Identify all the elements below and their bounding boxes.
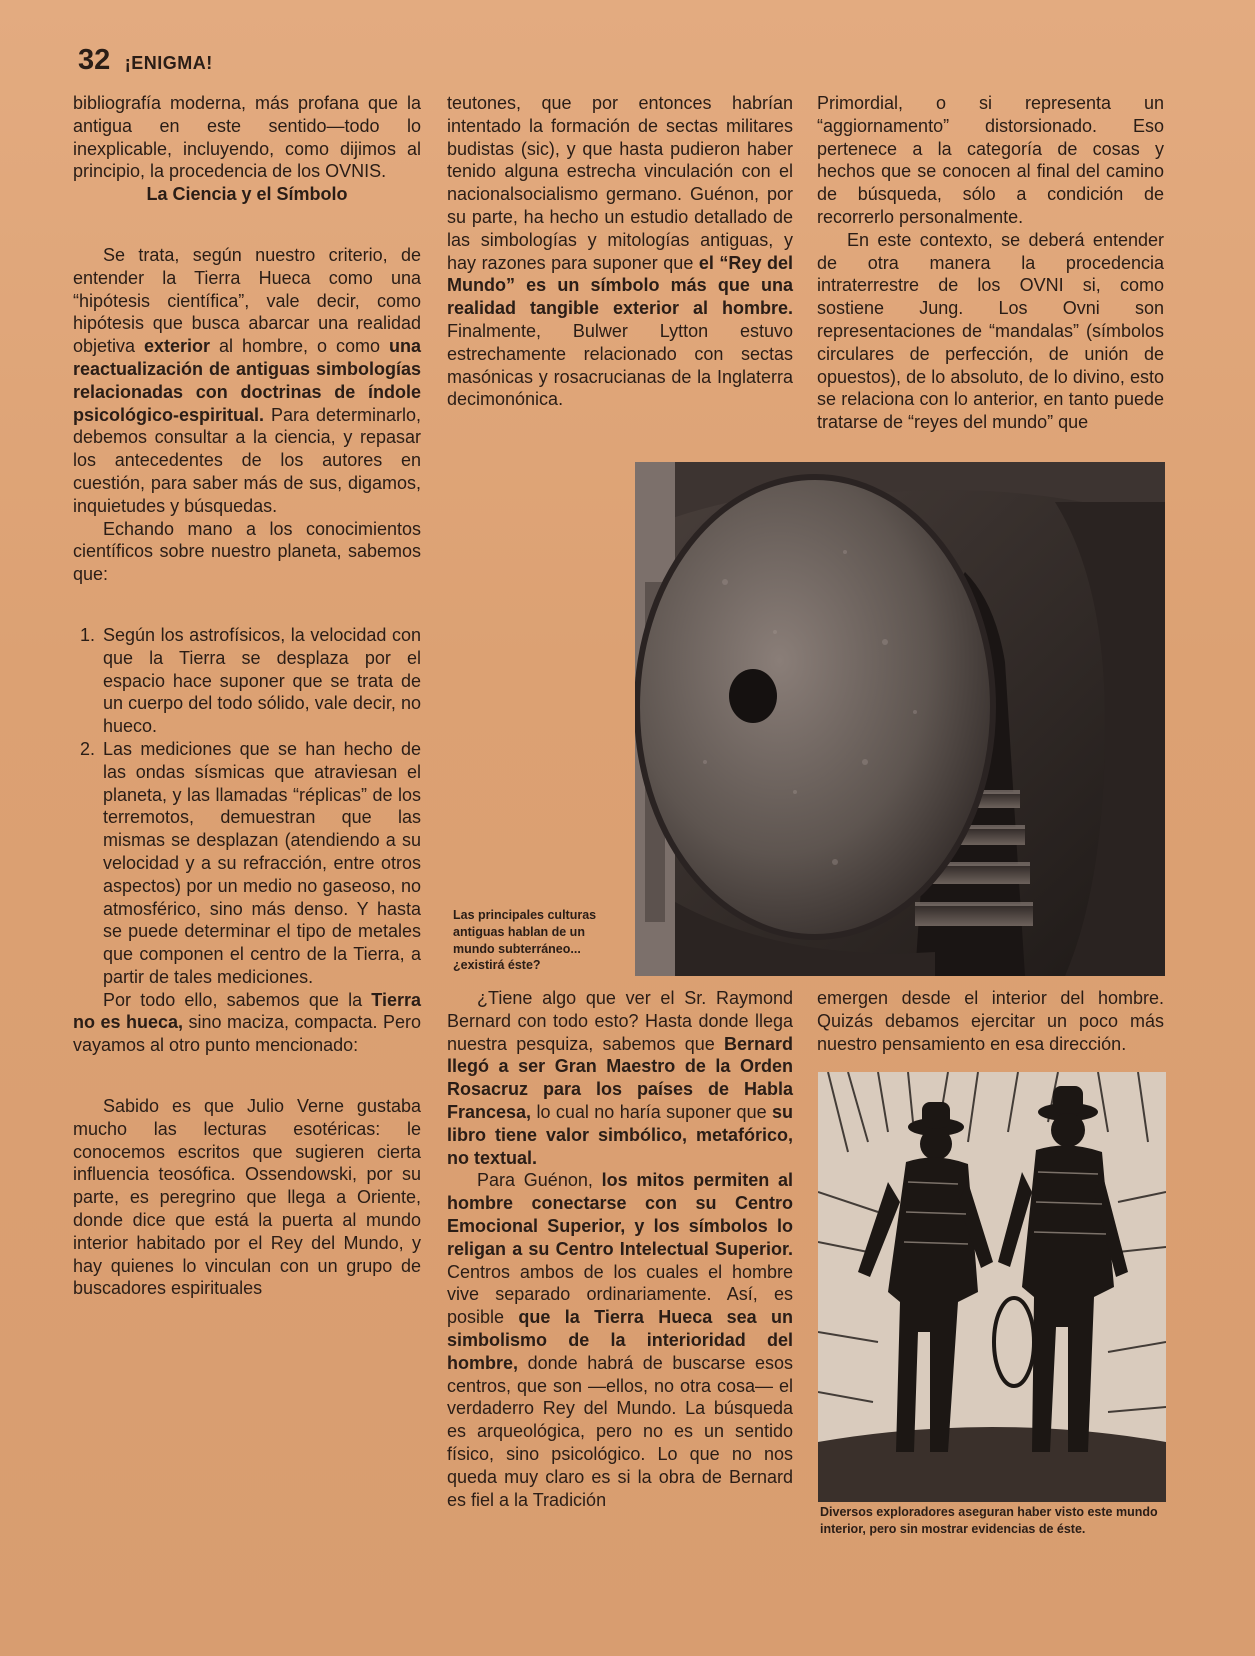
- explorers-engraving-icon: [818, 1072, 1166, 1502]
- paragraph: Echando mano a los conocimientos científicos sobre nuestro planeta, sabemos que:: [73, 518, 421, 585]
- page-number: 32: [78, 44, 111, 76]
- subheading: La Ciencia y el Símbolo: [146, 184, 348, 205]
- paragraph: En este contexto, se deberá entender de otra manera la procedencia intraterrestre de los OVNI si, como sostiene Jung. Los Ovni son representaciones de “mandalas” (símbolos circulares de perfección, de unión de opuestos), de lo absoluto, de lo divino, esto se relaciona con lo anterior, en tanto puede tratarse de “reyes del mundo” que: [817, 229, 1164, 433]
- paragraph: Sabido es que Julio Verne gustaba mucho las lecturas esotéricas: le conocemos escritos que sugieren cierta influencia teosófica. Ossendowski, por su parte, es peregrino que llega a Oriente, donde dice que está la puerta al mundo interior habitado por el Rey del Mundo, y hay quienes lo vinculan con un grupo de buscadores espirituales: [73, 1096, 421, 1299]
- paragraph: Primordial, o si representa un “aggiornamento” distorsionado. Eso pertenece a la categoría de cosas y hechos que se conocen al final del camino de búsqueda, sólo a condición de recorrerlo personalmente.: [817, 93, 1164, 227]
- column-2-top: [447, 92, 793, 411]
- stone-door-tunnel-photo-icon: [635, 462, 1165, 976]
- illustration-caption: Diversos exploradores aseguran haber visto este mundo interior, pero sin mostrar evidencias de éste.: [820, 1505, 1158, 1536]
- paragraph: ¿Tiene algo que ver el Sr. Raymond Bernard con todo esto? Hasta donde llega nuestra pesquiza, sabemos que Bernard llegó a ser Gran Maestro de la Orden Rosacruz para los países de Habla Francesa, lo cual no haría suponer que su libro tiene valor simbólico, metafórico, no textual.: [447, 988, 793, 1168]
- section-title: ¡ENIGMA!: [124, 53, 213, 73]
- column-1: [73, 92, 421, 1300]
- paragraph: Se trata, según nuestro criterio, de entender la Tierra Hueca como una “hipótesis científica”, vale decir, como hipótesis que busca abarcar una realidad objetiva exterior al hombre, o como una reactualización de antiguas simbologías relacionadas con doctrinas de índole psicológico-espiritual. Para determinarlo, debemos consultar a la ciencia, y repasar los antecedentes de los autores en cuestión, para saber más de sus, digamos, inquietudes y búsquedas.: [73, 244, 421, 516]
- photo-caption: Las principales culturas antiguas hablan de un mundo subterráneo... ¿existirá éste?: [453, 908, 597, 973]
- list-item: 2. Las mediciones que se han hecho de las ondas sísmicas que atraviesan el planeta, y las llamadas “réplicas” de los terremotos, demuestran que las mismas se desplazan (atendiendo a su velocidad y a su refracción, entre otros aspectos) por un medio no gaseoso, no atmosférico, sino más denso. Y hasta se puede determinar el tipo de metales que componen el centro de la Tierra, a partir de tales mediciones.: [79, 738, 421, 987]
- paragraph: bibliografía moderna, más profana que la antigua en este sentido—todo lo inexplicable, incluyendo, como dijimos al principio, la procedencia de los OVNIS.: [73, 93, 421, 182]
- paragraph: Para Guénon, los mitos permiten al hombre conectarse con su Centro Emocional Superior, y los símbolos lo religan a su Centro Intelectual Superior. Centros ambos de los cuales el hombre vive separado ordinariamente. Así, es posible que la Tierra Hueca sea un simbolismo de la interioridad del hombre, donde habrá de buscarse esos centros, que son —ellos, no otra cosa— el verdaderro Rey del Mundo. La búsqueda es arqueológica, pero no es un sentido físico, sino psicológico. Lo que no nos queda muy claro es si la obra de Bernard es fiel a la Tradición: [447, 1170, 793, 1510]
- numbered-list: [73, 624, 421, 989]
- column-3-bottom: [817, 987, 1164, 1055]
- list-item: 1. Según los astrofísicos, la velocidad con que la Tierra se desplaza por el espacio hace suponer que se trata de un cuerpo del todo sólido, vale decir, no hueco.: [79, 624, 421, 737]
- column-2-bottom: [447, 987, 793, 1511]
- paragraph: Por todo ello, sabemos que la Tierra no es hueca, sino maciza, compacta. Pero vayamos al otro punto mencionado:: [73, 989, 421, 1056]
- paragraph: teutones, que por entonces habrían intentado la formación de sectas militares budistas (sic), y que hasta pudieron haber tenido alguna estrecha vinculación con el nacionalsocialismo germano. Guénon, por su parte, ha hecho un estudio detallado de las simbologías y mitologías antiguas, y hay razones para suponer que el “Rey del Mundo” es un símbolo más que una realidad tangible exterior al hombre. Finalmente, Bulwer Lytton estuvo estrechamente relacionado con sectas masónicas y rosacrucianas de la Inglaterra decimonónica.: [447, 93, 793, 410]
- page-header: [78, 44, 213, 78]
- paragraph: emergen desde el interior del hombre. Quizás debamos ejercitar un poco más nuestro pensamiento en esa dirección.: [817, 988, 1164, 1054]
- column-3-top: [817, 92, 1164, 434]
- explorers-engraving-illustration: [818, 1072, 1166, 1502]
- stone-door-tunnel-photo: [635, 462, 1165, 976]
